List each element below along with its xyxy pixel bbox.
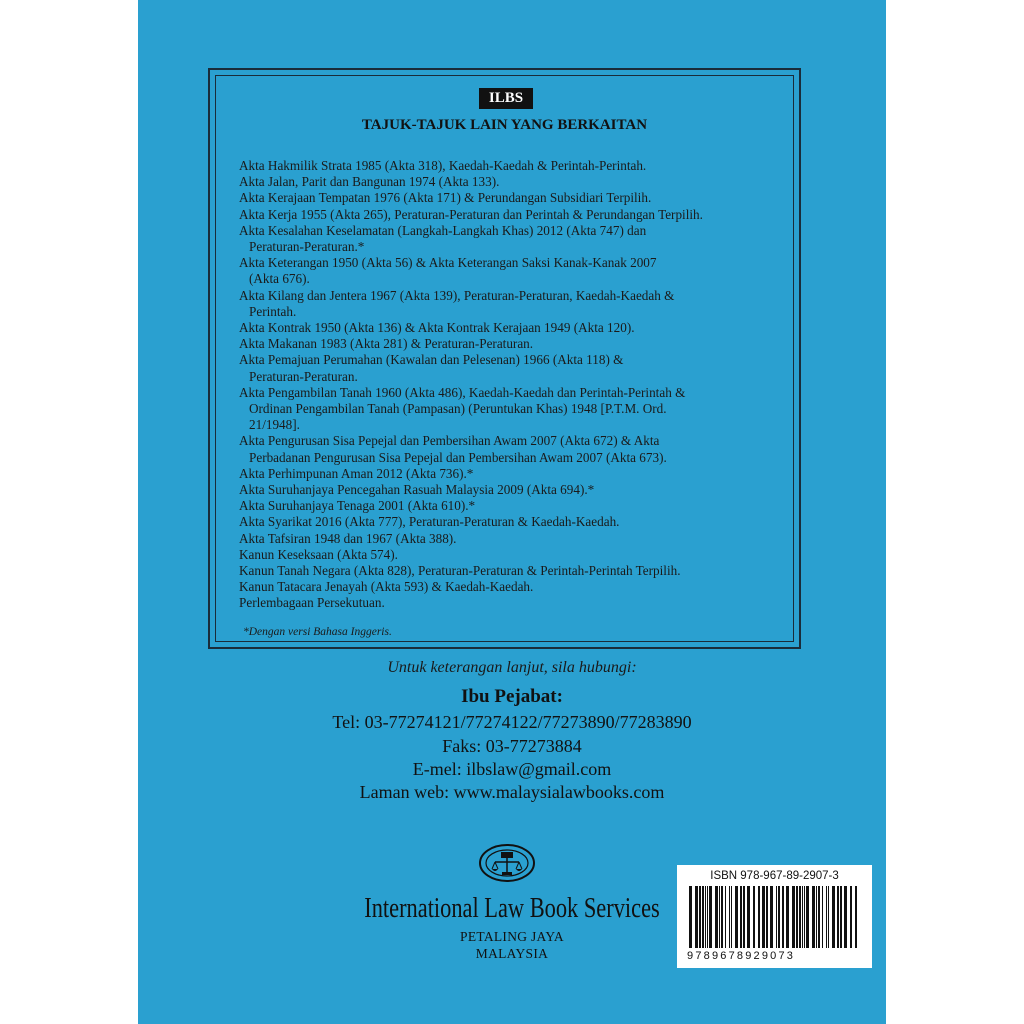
related-title-item [239,174,784,190]
related-title-line: Akta Pemajuan Perumahan (Kawalan dan Pelesenan) 1966 (Akta 118) & [239,352,624,368]
related-title-item [239,595,784,611]
related-title-item [239,336,784,352]
related-title-continuation: 21/1948]. [249,417,300,433]
isbn-number: ISBN 978-967-89-2907-3 [710,870,839,882]
related-title-item [239,352,784,384]
related-title-line: Akta Pengambilan Tanah 1960 (Akta 486), Kaedah-Kaedah dan Perintah-Perintah & [239,384,686,400]
footnote: *Dengan versi Bahasa Inggeris. [243,626,392,638]
ilbs-badge: ILBS [479,88,533,109]
related-title-continuation: (Akta 676). [249,271,310,287]
related-title-continuation: Peraturan-Peraturan.* [249,239,365,255]
fax-line: Faks: 03-77273884 [442,736,582,756]
related-title-line: Kanun Keseksaan (Akta 574). [239,546,398,562]
related-title-line: Akta Jalan, Parit dan Bangunan 1974 (Akta 133). [239,174,500,190]
related-titles-list [239,158,784,612]
related-title-item [239,433,784,465]
email-line: E-mel: ilbslaw@gmail.com [412,759,612,779]
contact-intro: Untuk keterangan lanjut, sila hubungi: [387,659,637,676]
related-title-line: Akta Keterangan 1950 (Akta 56) & Akta Keterangan Saksi Kanak-Kanak 2007 [239,255,657,271]
related-title-line: Kanun Tanah Negara (Akta 828), Peraturan-Peraturan & Perintah-Perintah Terpilih. [239,563,681,579]
related-title-item [239,255,784,287]
related-title-item [239,158,784,174]
related-title-item [239,579,784,595]
related-title-continuation: Perbadanan Pengurusan Sisa Pepejal dan Pembersihan Awam 2007 (Akta 673). [249,449,667,465]
publisher-city: PETALING JAYA [460,929,564,944]
related-title-item [239,531,784,547]
related-title-item [239,288,784,320]
related-title-item [239,563,784,579]
publisher-country: MALAYSIA [475,946,549,961]
head-office-label: Ibu Pejabat: [461,686,563,707]
website-line: Laman web: www.malaysialawbooks.com [359,782,665,802]
barcode-digits: 9789678929073 [687,950,796,962]
related-title-item [239,320,784,336]
related-title-line: Akta Syarikat 2016 (Akta 777), Peraturan-Peraturan & Kaedah-Kaedah. [239,514,620,530]
related-title-item [239,190,784,206]
related-title-line: Akta Makanan 1983 (Akta 281) & Peraturan-Peraturan. [239,336,534,352]
related-title-line: Kanun Tatacara Jenayah (Akta 593) & Kaedah-Kaedah. [239,579,534,595]
barcode-icon [687,886,863,948]
related-title-line: Akta Kontrak 1950 (Akta 136) & Akta Kontrak Kerajaan 1949 (Akta 120). [239,320,635,336]
related-title-line: Akta Perhimpunan Aman 2012 (Akta 736).* [239,465,474,481]
related-title-item [239,547,784,563]
related-title-line: Akta Kilang dan Jentera 1967 (Akta 139), Peraturan-Peraturan, Kaedah-Kaedah & [239,287,675,303]
related-title-continuation: Perintah. [249,303,297,319]
related-title-line: Akta Suruhanjaya Tenaga 2001 (Akta 610).* [239,498,476,514]
telephone-line: Tel: 03-77274121/77274122/77273890/77283890 [332,712,692,732]
related-title-item [239,482,784,498]
related-title-line: Akta Kerajaan Tempatan 1976 (Akta 171) & Perundangan Subsidiari Terpilih. [239,190,652,206]
related-title-item [239,223,784,255]
related-title-item [239,385,784,434]
related-title-line: Akta Kerja 1955 (Akta 265), Peraturan-Peraturan dan Perintah & Perundangan Terpilih. [239,206,703,222]
related-title-item [239,498,784,514]
related-title-line: Akta Hakmilik Strata 1985 (Akta 318), Kaedah-Kaedah & Perintah-Perintah. [239,158,647,173]
related-titles-heading: TAJUK-TAJUK LAIN YANG BERKAITAN [361,117,648,133]
related-title-line: Akta Suruhanjaya Pencegahan Rasuah Malaysia 2009 (Akta 694).* [239,482,595,498]
ilbs-logo-icon [478,843,536,883]
related-title-line: Perlembagaan Persekutuan. [239,595,385,611]
publisher-name: International Law Book Services [364,893,660,924]
related-title-continuation: Ordinan Pengambilan Tanah (Pampasan) (Peruntukan Khas) 1948 [P.T.M. Ord. [249,401,667,417]
related-title-item [239,514,784,530]
related-title-item [239,466,784,482]
related-title-item [239,207,784,223]
related-title-line: Akta Pengurusan Sisa Pepejal dan Pembersihan Awam 2007 (Akta 672) & Akta [239,433,660,449]
related-title-line: Akta Tafsiran 1948 dan 1967 (Akta 388). [239,530,457,546]
related-title-continuation: Peraturan-Peraturan. [249,368,358,384]
isbn-barcode-label [677,865,872,968]
related-title-line: Akta Kesalahan Keselamatan (Langkah-Langkah Khas) 2012 (Akta 747) dan [239,222,647,238]
